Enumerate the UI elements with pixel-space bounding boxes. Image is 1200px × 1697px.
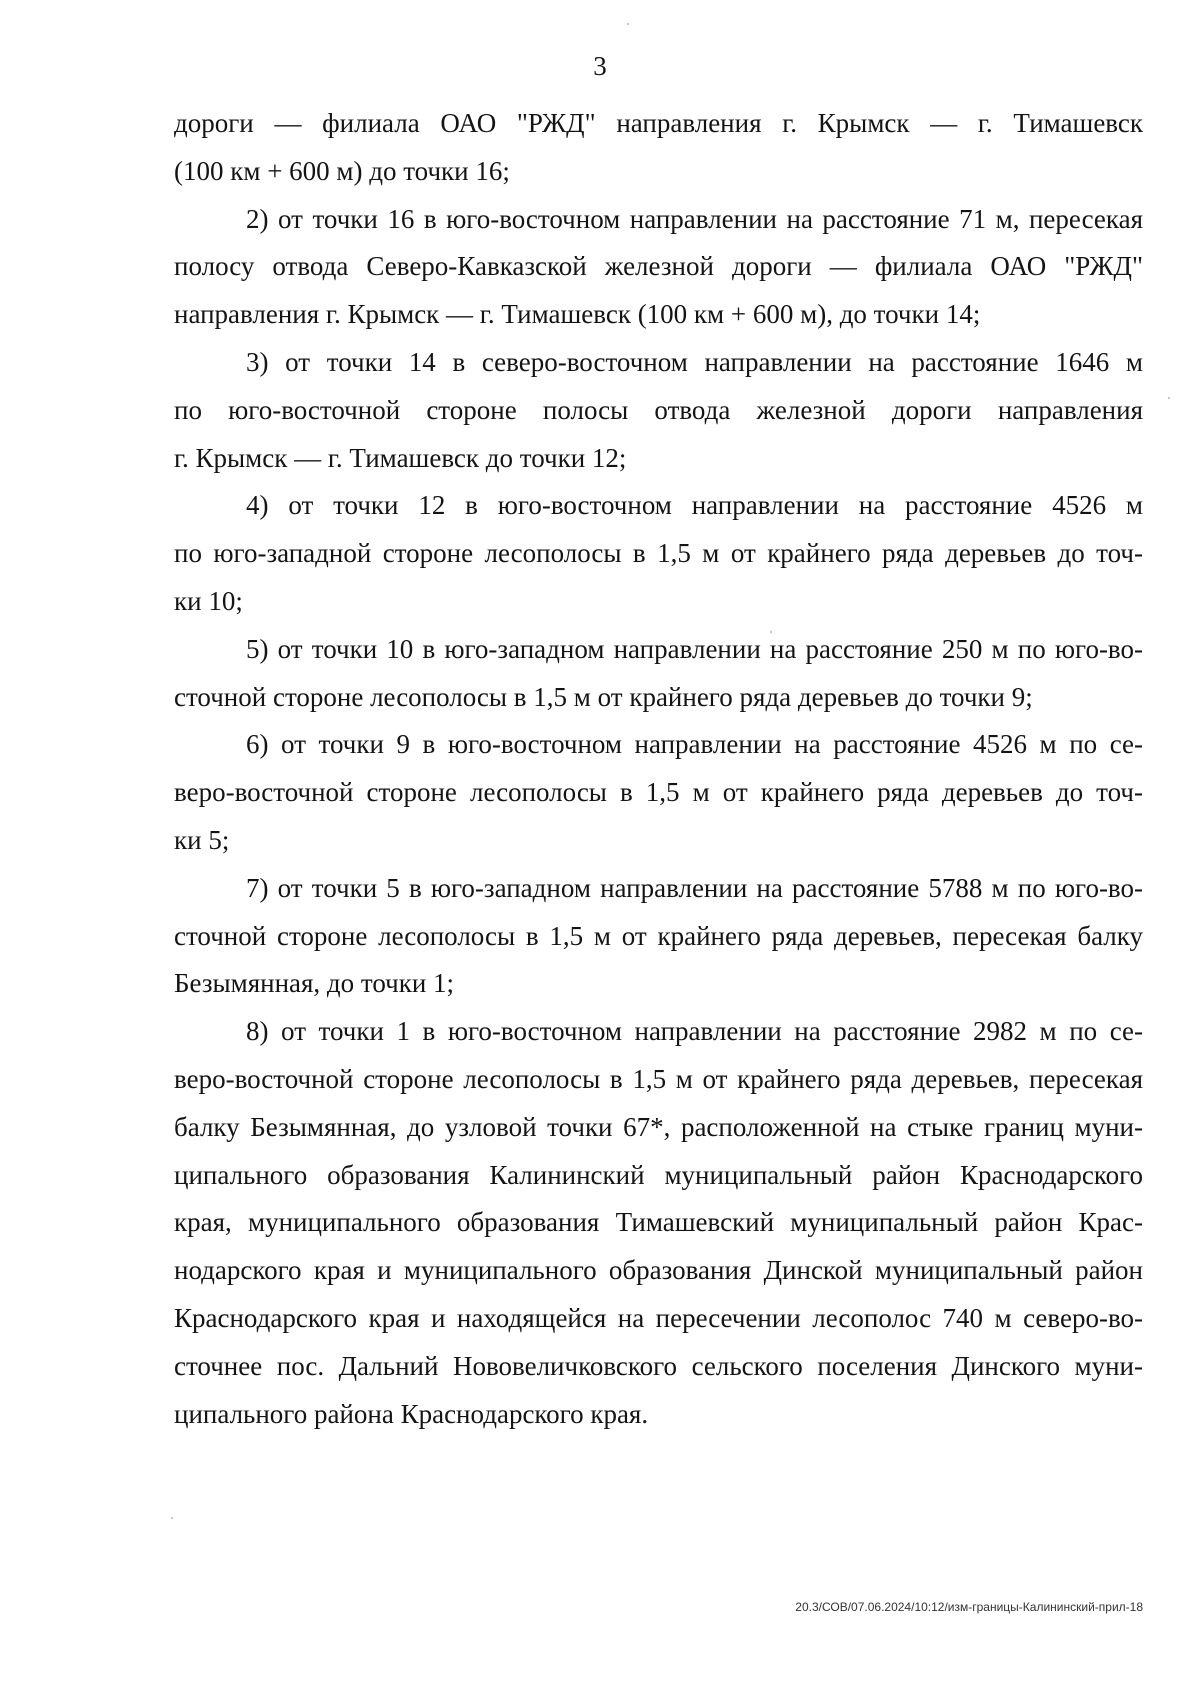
text-line: г. Крымск — г. Тимашевск до точки 12;: [174, 442, 627, 473]
text-line: сточнее пос. Дальний Нововеличковского сельского поселения Динского муни-: [174, 1350, 1143, 1381]
text-line: (100 км + 600 м) до точки 16;: [174, 155, 510, 186]
scan-speck: [1168, 397, 1170, 399]
text-line: по юго-восточной стороне полосы отвода железной дороги направления: [174, 394, 1143, 425]
text-line: ципального района Краснодарского края.: [174, 1398, 649, 1429]
text-line: дороги — филиала ОАО "РЖД" направления г. Крымск — г. Тимашевск: [174, 108, 1143, 138]
text-line: ципального образования Калининский муниципальный район Краснодарского: [174, 1159, 1143, 1190]
text-line: 7) от точки 5 в юго-западном направлении на расстояние 5788 м по юго-во-: [246, 872, 1143, 903]
text-line: направления г. Крымск — г. Тимашевск (100 км + 600 м), до точки 14;: [174, 299, 981, 330]
text-line: 4) от точки 12 в юго-восточном направлении на расстояние 4526 м: [246, 490, 1143, 521]
document-body: [174, 100, 1143, 1438]
text-line: ки 5;: [174, 824, 230, 855]
page-number: 3: [593, 51, 607, 81]
text-line: сточной стороне лесополосы в 1,5 м от крайнего ряда деревьев до точки 9;: [174, 681, 1033, 712]
text-line: 8) от точки 1 в юго-восточном направлении на расстояние 2982 м по се-: [246, 1016, 1143, 1047]
scan-speck: [770, 631, 772, 633]
scan-speck: [171, 1517, 173, 1519]
text-line: полосу отвода Северо-Кавказской железной дороги — филиала ОАО "РЖД": [174, 251, 1143, 282]
text-line: балку Безымянная, до узловой точки 67*, расположенной на стыке границ муни-: [174, 1111, 1143, 1142]
text-line: 3) от точки 14 в северо-восточном направлении на расстояние 1646 м: [246, 346, 1143, 377]
text-line: 2) от точки 16 в юго-восточном направлении на расстояние 71 м, пересекая: [246, 203, 1143, 234]
text-line: Безымянная, до точки 1;: [174, 968, 455, 999]
text-line: Краснодарского края и находящейся на пересечении лесополос 740 м северо-во-: [174, 1302, 1143, 1333]
document-registration-code: 20.3/СОВ/07.06.2024/10:12/изм-границы-Калининский-прил-18: [795, 1600, 1143, 1614]
text-line: по юго-западной стороне лесополосы в 1,5 м от крайнего ряда деревьев до точ-: [174, 538, 1143, 569]
scan-speck: [627, 23, 629, 25]
text-line: ки 10;: [174, 585, 243, 616]
text-line: нодарского края и муниципального образования Динской муниципальный район: [174, 1255, 1143, 1286]
text-line: 6) от точки 9 в юго-восточном направлении на расстояние 4526 м по се-: [246, 729, 1143, 760]
text-line: 5) от точки 10 в юго-западном направлении на расстояние 250 м по юго-во-: [246, 633, 1143, 664]
text-line: сточной стороне лесополосы в 1,5 м от крайнего ряда деревьев, пересекая балку: [174, 920, 1143, 951]
text-line: веро-восточной стороне лесополосы в 1,5 м от крайнего ряда деревьев, пересекая: [174, 1063, 1143, 1094]
text-line: края, муниципального образования Тимашевский муниципальный район Крас-: [174, 1207, 1143, 1238]
text-line: веро-восточной стороне лесополосы в 1,5 м от крайнего ряда деревьев до точ-: [174, 777, 1143, 808]
